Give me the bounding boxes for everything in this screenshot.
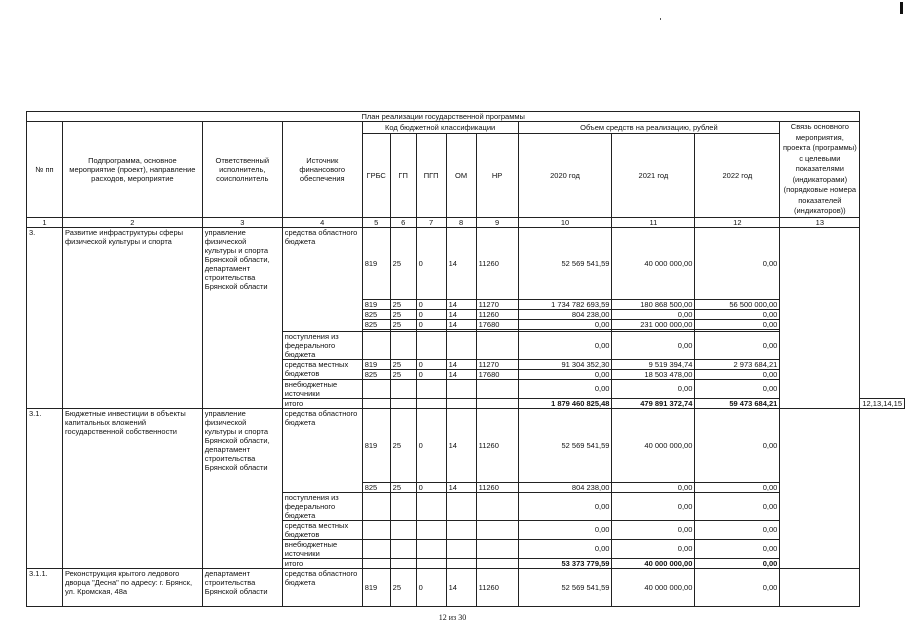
col-2021-header: 2021 год	[612, 133, 695, 217]
amount-2021: 40 000 000,00	[612, 227, 695, 299]
om-cell: 14	[446, 359, 476, 369]
amount-2021: 0,00	[612, 520, 695, 539]
col-link-header: Связь основного мероприятия, проекта (программы) с целевыми показателями (индикаторами) (порядковые номера показателей (индикаторов))	[780, 122, 860, 218]
om-cell: 14	[446, 482, 476, 492]
amount-2022: 0,00	[695, 492, 780, 520]
gp-cell: 25	[390, 309, 416, 319]
col-gp-header: ГП	[390, 133, 416, 217]
col-number: 7	[416, 217, 446, 227]
grbs-cell: 825	[362, 482, 390, 492]
amount-2022: 0,00	[695, 482, 780, 492]
pgp-cell: 0	[416, 568, 446, 606]
amount-2022: 0,00	[695, 379, 780, 398]
total-2020: 53 373 779,59	[518, 558, 612, 568]
col-2022-header: 2022 год	[695, 133, 780, 217]
col-number: 13	[780, 217, 860, 227]
col-number: 1	[27, 217, 63, 227]
col-2020-header: 2020 год	[518, 133, 612, 217]
link-cell	[780, 568, 860, 606]
col-number: 4	[282, 217, 362, 227]
total-2022: 59 473 684,21	[695, 398, 780, 408]
col-number: 5	[362, 217, 390, 227]
grbs-cell: 819	[362, 359, 390, 369]
col-source-header: Источник финансового обеспечения	[282, 122, 362, 218]
link-cell	[780, 227, 860, 408]
amount-2021: 9 519 394,74	[612, 359, 695, 369]
amount-2020: 804 238,00	[518, 309, 612, 319]
pgp-cell: 0	[416, 482, 446, 492]
total-label: итого	[282, 558, 362, 568]
amount-2020: 0,00	[518, 369, 612, 379]
om-cell: 14	[446, 299, 476, 309]
source-regional: средства областного бюджета	[282, 227, 362, 331]
amount-2022: 0,00	[695, 227, 780, 299]
link-cell	[780, 408, 860, 568]
amount-2021: 0,00	[612, 379, 695, 398]
grbs-cell: 825	[362, 369, 390, 379]
om-cell: 14	[446, 319, 476, 329]
amount-2022: 0,00	[695, 331, 780, 359]
gp-cell: 25	[390, 408, 416, 482]
amount-2020: 91 304 352,30	[518, 359, 612, 369]
col-num-header: № пп	[27, 122, 63, 218]
source-federal: поступления из федерального бюджета	[282, 492, 362, 520]
amount-2022: 2 973 684,21	[695, 359, 780, 369]
amount-2020: 0,00	[518, 379, 612, 398]
source-federal: поступления из федерального бюджета	[282, 331, 362, 359]
nr-cell: 11260	[476, 227, 518, 299]
amount-2022: 0,00	[695, 520, 780, 539]
grbs-cell: 819	[362, 568, 390, 606]
amount-2022: 0,00	[695, 309, 780, 319]
col-number: 8	[446, 217, 476, 227]
gp-cell: 25	[390, 299, 416, 309]
amount-2021: 180 868 500,00	[612, 299, 695, 309]
nr-cell: 11260	[476, 568, 518, 606]
gp-cell: 25	[390, 319, 416, 329]
amount-2020: 52 569 541,59	[518, 408, 612, 482]
amount-2020: 0,00	[518, 520, 612, 539]
pgp-cell: 0	[416, 309, 446, 319]
nr-cell: 11260	[476, 309, 518, 319]
amount-2020: 1 734 782 693,59	[518, 299, 612, 309]
col-number: 6	[390, 217, 416, 227]
gp-cell: 25	[390, 482, 416, 492]
amount-2020: 0,00	[518, 319, 612, 329]
pgp-cell: 0	[416, 408, 446, 482]
nr-cell: 11260	[476, 408, 518, 482]
amount-2021: 40 000 000,00	[612, 568, 695, 606]
source-regional: средства областного бюджета	[282, 408, 362, 492]
source-local: средства местных бюджетов	[282, 359, 362, 379]
budget-code-header: Код бюджетной классификации	[362, 122, 518, 134]
gp-cell: 25	[390, 227, 416, 299]
table-row	[27, 227, 905, 299]
grbs-cell: 819	[362, 408, 390, 482]
gp-cell: 25	[390, 369, 416, 379]
amount-2022: 0,00	[695, 568, 780, 606]
gp-cell: 25	[390, 568, 416, 606]
amount-2021: 0,00	[612, 331, 695, 359]
grbs-cell: 819	[362, 227, 390, 299]
amount-2020: 804 238,00	[518, 482, 612, 492]
col-om-header: ОМ	[446, 133, 476, 217]
plan-title: План реализации государственной программы	[27, 112, 860, 122]
nr-cell: 17680	[476, 319, 518, 329]
col-responsible-header: Ответственный исполнитель, соисполнитель	[202, 122, 282, 218]
grbs-cell: 825	[362, 319, 390, 329]
col-number: 12	[695, 217, 780, 227]
source-local: средства местных бюджетов	[282, 520, 362, 539]
amount-2021: 231 000 000,00	[612, 319, 695, 329]
om-cell: 14	[446, 568, 476, 606]
nr-cell: 11270	[476, 359, 518, 369]
total-2021: 40 000 000,00	[612, 558, 695, 568]
section-number: 3.1.1.	[27, 568, 63, 606]
total-2022: 0,00	[695, 558, 780, 568]
section-number: 3.	[27, 227, 63, 408]
col-pgp-header: ПГП	[416, 133, 446, 217]
source-extrabudget: внебюджетные источники	[282, 539, 362, 558]
amount-2022: 0,00	[695, 408, 780, 482]
col-number: 9	[476, 217, 518, 227]
amount-2022: 0,00	[695, 319, 780, 329]
total-label: итого	[282, 398, 362, 408]
amount-2021: 0,00	[612, 492, 695, 520]
om-cell: 14	[446, 309, 476, 319]
col-number: 2	[62, 217, 202, 227]
amount-2021: 0,00	[612, 482, 695, 492]
page-number: 12 из 30	[438, 613, 467, 622]
col-nr-header: НР	[476, 133, 518, 217]
source-regional: средства областного бюджета	[282, 568, 362, 606]
amount-2020: 52 569 541,59	[518, 568, 612, 606]
source-extrabudget: внебюджетные источники	[282, 379, 362, 398]
om-cell: 14	[446, 369, 476, 379]
amount-2020: 52 569 541,59	[518, 227, 612, 299]
om-cell: 14	[446, 408, 476, 482]
amount-2022: 56 500 000,00	[695, 299, 780, 309]
pgp-cell: 0	[416, 359, 446, 369]
nr-cell: 11270	[476, 299, 518, 309]
pgp-cell: 0	[416, 369, 446, 379]
grbs-cell: 825	[362, 309, 390, 319]
gp-cell: 25	[390, 359, 416, 369]
nr-cell: 11260	[476, 482, 518, 492]
responsible-executor: управление физической культуры и спорта Брянской области, департамент строительства Брянской области	[202, 408, 282, 568]
amount-2021: 0,00	[612, 539, 695, 558]
scan-dot	[660, 18, 661, 20]
table-row	[27, 568, 905, 606]
amount-2022: 0,00	[695, 369, 780, 379]
amount-2022: 0,00	[695, 539, 780, 558]
amount-2021: 18 503 478,00	[612, 369, 695, 379]
pgp-cell: 0	[416, 299, 446, 309]
total-2020: 1 879 460 825,48	[518, 398, 612, 408]
col-number: 11	[612, 217, 695, 227]
pgp-cell: 0	[416, 227, 446, 299]
col-grbs-header: ГРБС	[362, 133, 390, 217]
section-number: 3.1.	[27, 408, 63, 568]
nr-cell: 17680	[476, 369, 518, 379]
program-plan-table	[26, 111, 905, 607]
section-name: Развитие инфраструктуры сферы физической культуры и спорта	[62, 227, 202, 408]
pgp-cell: 0	[416, 319, 446, 329]
col-number: 3	[202, 217, 282, 227]
col-subprogram-header: Подпрограмма, основное мероприятие (проект), направление расходов, мероприятие	[62, 122, 202, 218]
amount-2021: 40 000 000,00	[612, 408, 695, 482]
section-name: Бюджетные инвестиции в объекты капитальных вложений государственной собственности	[62, 408, 202, 568]
col-number: 10	[518, 217, 612, 227]
responsible-executor: управление физической культуры и спорта Брянской области, департамент строительства Брянской области	[202, 227, 282, 408]
indicator-links: 12,13,14,15	[860, 398, 905, 408]
grbs-cell: 819	[362, 299, 390, 309]
page-edge-mark	[900, 2, 903, 14]
responsible-executor: департамент строительства Брянской области	[202, 568, 282, 606]
section-name: Реконструкция крытого ледового дворца "Десна" по адресу: г. Брянск, ул. Кромская, 48а	[62, 568, 202, 606]
amount-2020: 0,00	[518, 331, 612, 359]
total-2021: 479 891 372,74	[612, 398, 695, 408]
column-numbers-row	[27, 217, 905, 227]
amount-2020: 0,00	[518, 539, 612, 558]
amount-2021: 0,00	[612, 309, 695, 319]
table-row	[27, 408, 905, 482]
funds-volume-header: Объем средств на реализацию, рублей	[518, 122, 780, 134]
om-cell: 14	[446, 227, 476, 299]
amount-2020: 0,00	[518, 492, 612, 520]
